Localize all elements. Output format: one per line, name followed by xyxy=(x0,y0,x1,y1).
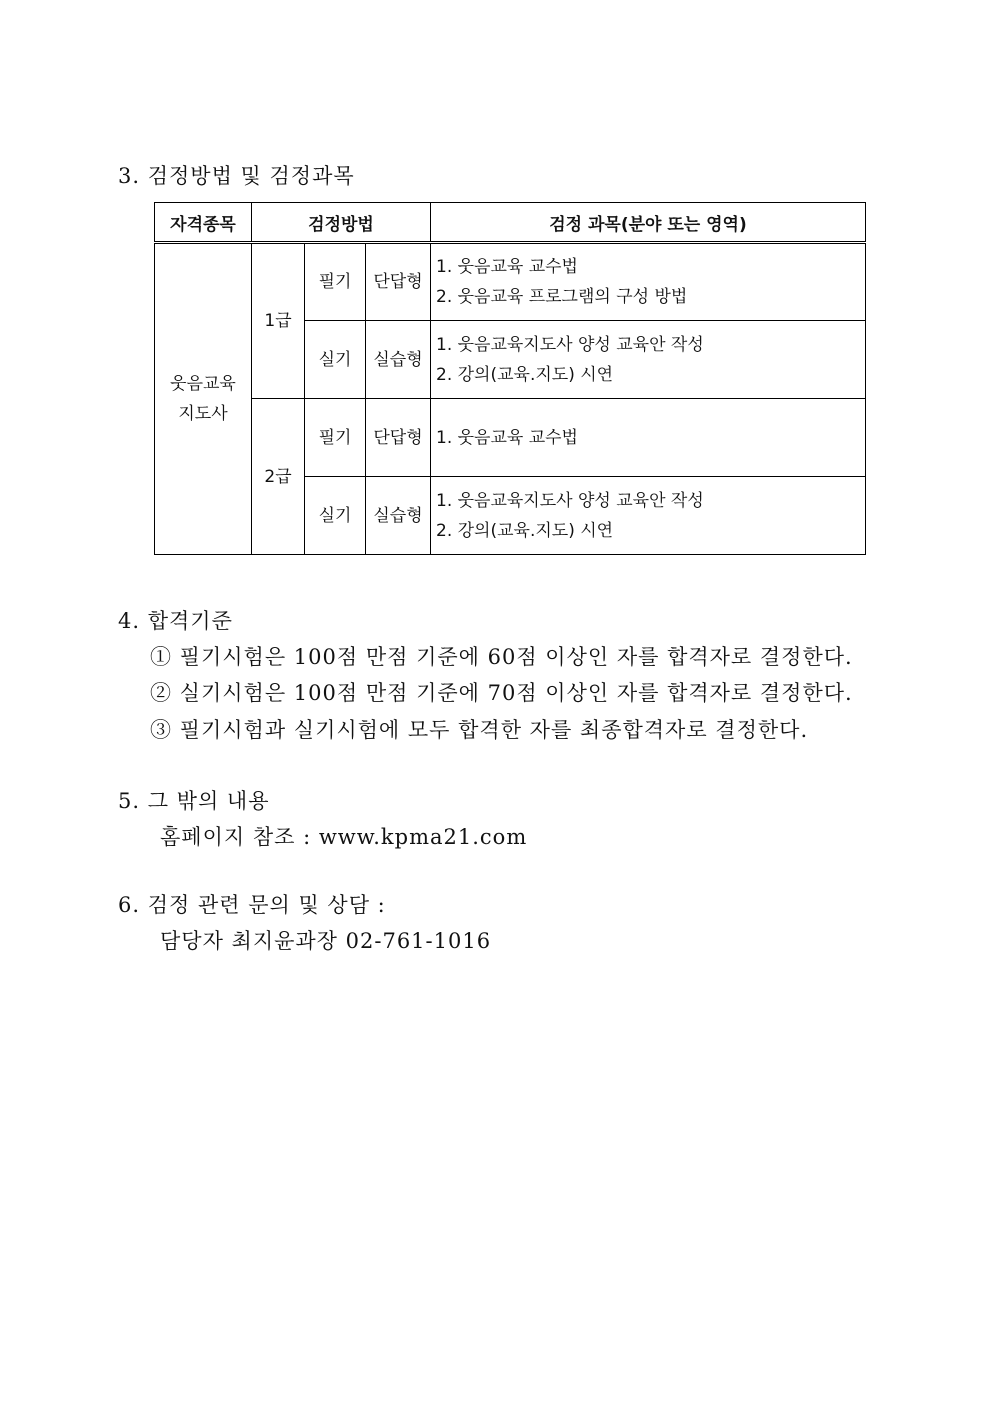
exam-method-table xyxy=(154,202,866,555)
subjects-cell: 1. 웃음교육 교수법 2. 웃음교육 프로그램의 구성 방법 xyxy=(431,243,866,321)
section-5-title: 5. 그 밖의 내용 xyxy=(118,789,270,813)
form-cell: 실습형 xyxy=(366,321,431,399)
mode-cell: 필기 xyxy=(305,243,366,321)
table-header-row xyxy=(155,203,866,243)
grade-cell: 2급 xyxy=(252,399,305,555)
grade-cell: 1급 xyxy=(252,243,305,399)
form-cell: 단답형 xyxy=(366,399,431,477)
header-qualification: 자격종목 xyxy=(155,203,252,243)
subjects-cell: 1. 웃음교육지도사 양성 교육안 작성 2. 강의(교육.지도) 시연 xyxy=(431,477,866,555)
table-row xyxy=(155,243,866,321)
section-4-title: 4. 합격기준 xyxy=(118,609,233,633)
mode-cell: 필기 xyxy=(305,399,366,477)
criteria-item-3: ③ 필기시험과 실기시험에 모두 합격한 자를 최종합격자로 결정한다. xyxy=(150,718,809,742)
mode-cell: 실기 xyxy=(305,321,366,399)
contact-line: 담당자 최지윤과장 02-761-1016 xyxy=(160,929,492,953)
subjects-cell: 1. 웃음교육 교수법 xyxy=(431,399,866,477)
homepage-reference: 홈페이지 참조 : www.kpma21.com xyxy=(160,825,528,849)
section-6-title: 6. 검정 관련 문의 및 상담 : xyxy=(118,893,386,917)
mode-cell: 실기 xyxy=(305,477,366,555)
form-cell: 실습형 xyxy=(366,477,431,555)
header-subjects: 검정 과목(분야 또는 영역) xyxy=(431,203,866,243)
criteria-item-1: ① 필기시험은 100점 만점 기준에 60점 이상인 자를 합격자로 결정한다. xyxy=(150,645,853,669)
form-cell: 단답형 xyxy=(366,243,431,321)
section-3-title: 3. 검정방법 및 검정과목 xyxy=(118,164,355,188)
table-row xyxy=(155,399,866,477)
header-method: 검정방법 xyxy=(252,203,431,243)
qualification-cell: 웃음교육 지도사 xyxy=(155,243,252,555)
subjects-cell: 1. 웃음교육지도사 양성 교육안 작성 2. 강의(교육.지도) 시연 xyxy=(431,321,866,399)
criteria-item-2: ② 실기시험은 100점 만점 기준에 70점 이상인 자를 합격자로 결정한다. xyxy=(150,681,853,705)
